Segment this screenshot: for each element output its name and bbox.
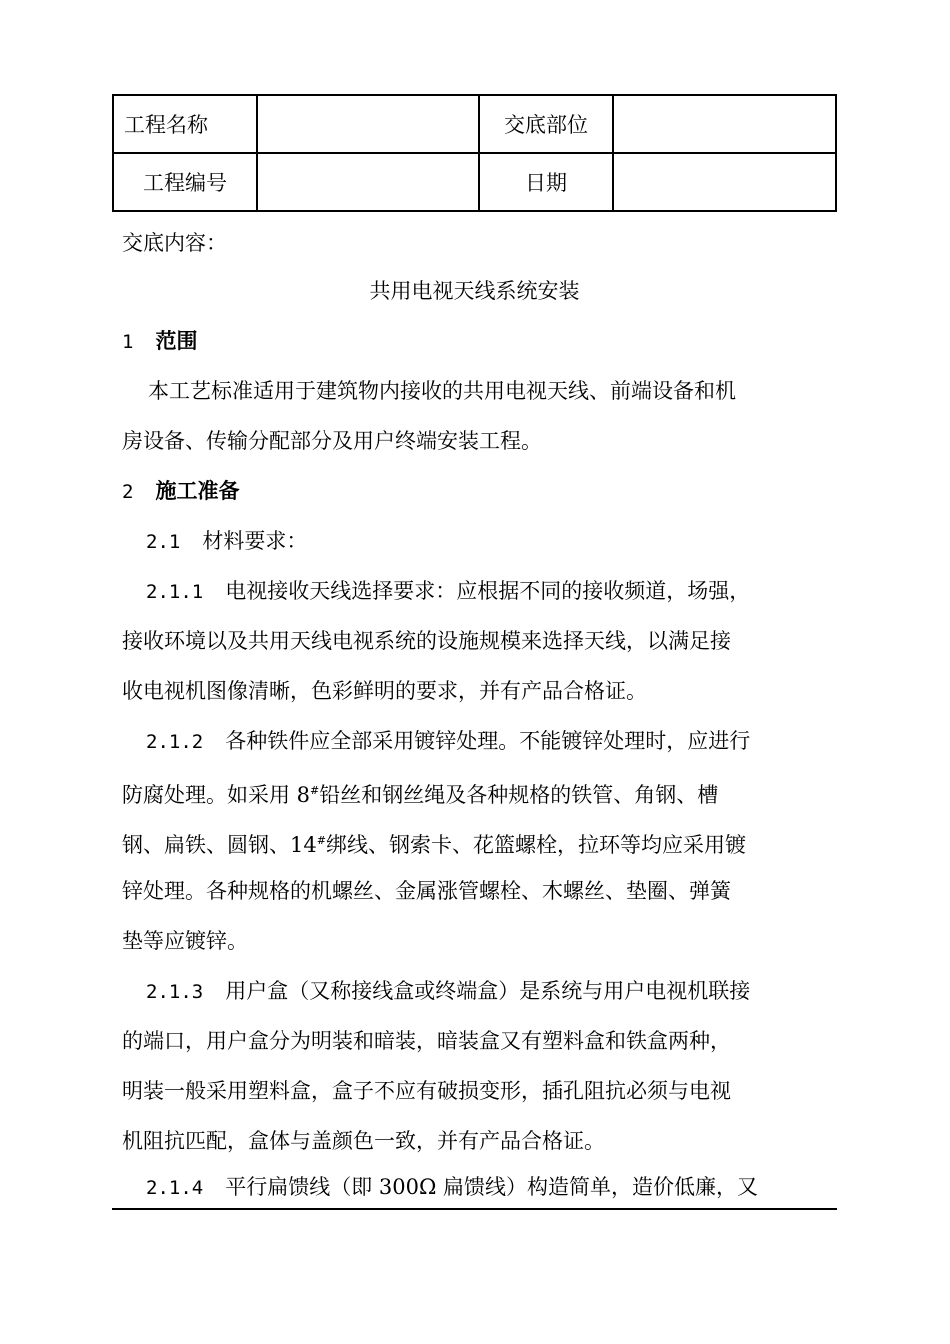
- footer-rule: [112, 1208, 837, 1210]
- table-row: [113, 153, 836, 211]
- paragraph-line: 锌处理。各种规格的机螺丝、金属涨管螺栓、木螺丝、垫圈、弹簧: [122, 879, 731, 903]
- header-info-table: [112, 94, 837, 212]
- paragraph-line: 本工艺标准适用于建筑物内接收的共用电视天线、前端设备和机: [148, 379, 736, 403]
- section-2-1-number: 2.1: [146, 531, 181, 553]
- section-2-1-title: 材料要求：: [202, 529, 308, 553]
- paragraph-text: 电视接收天线选择要求：应根据不同的接收频道，场强，: [225, 579, 751, 603]
- section-1-title: 范围: [155, 329, 198, 353]
- superscript-mark: #: [316, 834, 326, 847]
- paragraph-line: 收电视机图像清晰，色彩鲜明的要求，并有产品合格证。: [122, 679, 647, 703]
- paragraph-2-1-1-line-1: [122, 576, 856, 607]
- paragraph-line: [122, 776, 832, 810]
- paragraph-line: 接收环境以及共用天线电视系统的设施规模来选择天线，以满足接: [122, 629, 731, 653]
- date-label: 日期: [479, 153, 613, 211]
- section-2-1-3-number: 2.1.3: [146, 981, 204, 1003]
- paragraph-text: 各种铁件应全部采用镀锌处理。不能镀锌处理时，应进行: [225, 729, 751, 753]
- paragraph-text: 铅丝和钢丝绳及各种规格的铁管、角钢、槽: [319, 783, 719, 807]
- paragraph-2-1-2-line-1: [122, 726, 856, 757]
- project-number-value: [257, 153, 479, 211]
- section-2-1-1-number: 2.1.1: [146, 581, 204, 603]
- disclosure-part-value: [613, 95, 836, 153]
- paragraph-line: [122, 826, 832, 860]
- section-2-heading: [122, 476, 832, 507]
- paragraph-line: 垫等应镀锌。: [122, 929, 248, 953]
- paragraph-text: 用户盒（又称接线盒或终端盒）是系统与用户电视机联接: [225, 979, 751, 1003]
- project-number-label: 工程编号: [113, 153, 257, 211]
- section-2-1-4-number: 2.1.4: [146, 1177, 204, 1199]
- paragraph-2-1-3-line-1: [122, 976, 856, 1007]
- project-name-label: 工程名称: [113, 95, 257, 153]
- paragraph-text: 绑线、钢索卡、花篮螺栓，拉环等均应采用镀: [325, 833, 746, 857]
- table-row: [113, 95, 836, 153]
- section-2-number: 2: [122, 481, 134, 503]
- paragraph-line: 房设备、传输分配部分及用户终端安装工程。: [122, 429, 542, 453]
- section-1-number: 1: [122, 331, 134, 353]
- paragraph-line: 的端口，用户盒分为明装和暗装，暗装盒又有塑料盒和铁盒两种，: [122, 1029, 731, 1053]
- paragraph-text: 平行扁馈线（即 300Ω 扁馈线）构造简单，造价低廉，又: [225, 1175, 759, 1199]
- section-2-title: 施工准备: [155, 479, 240, 503]
- project-name-value: [257, 95, 479, 153]
- paragraph-text: 防腐处理。如采用 8: [122, 783, 311, 807]
- section-1-heading: [122, 326, 832, 357]
- paragraph-line: 明装一般采用塑料盒，盒子不应有破损变形，插孔阻抗必须与电视: [122, 1079, 731, 1103]
- paragraph-2-1-4-line-1: [122, 1172, 856, 1203]
- document-title: 共用电视天线系统安装: [369, 279, 580, 303]
- section-2-1-2-number: 2.1.2: [146, 731, 204, 753]
- content-label: 交底内容：: [122, 231, 227, 255]
- section-2-1-heading: [122, 526, 856, 557]
- disclosure-part-label: 交底部位: [479, 95, 613, 153]
- superscript-mark: #: [310, 784, 320, 797]
- paragraph-line: 机阻抗匹配，盒体与盖颜色一致，并有产品合格证。: [122, 1129, 605, 1153]
- date-value: [613, 153, 836, 211]
- paragraph-text: 钢、扁铁、圆钢、14: [122, 833, 317, 857]
